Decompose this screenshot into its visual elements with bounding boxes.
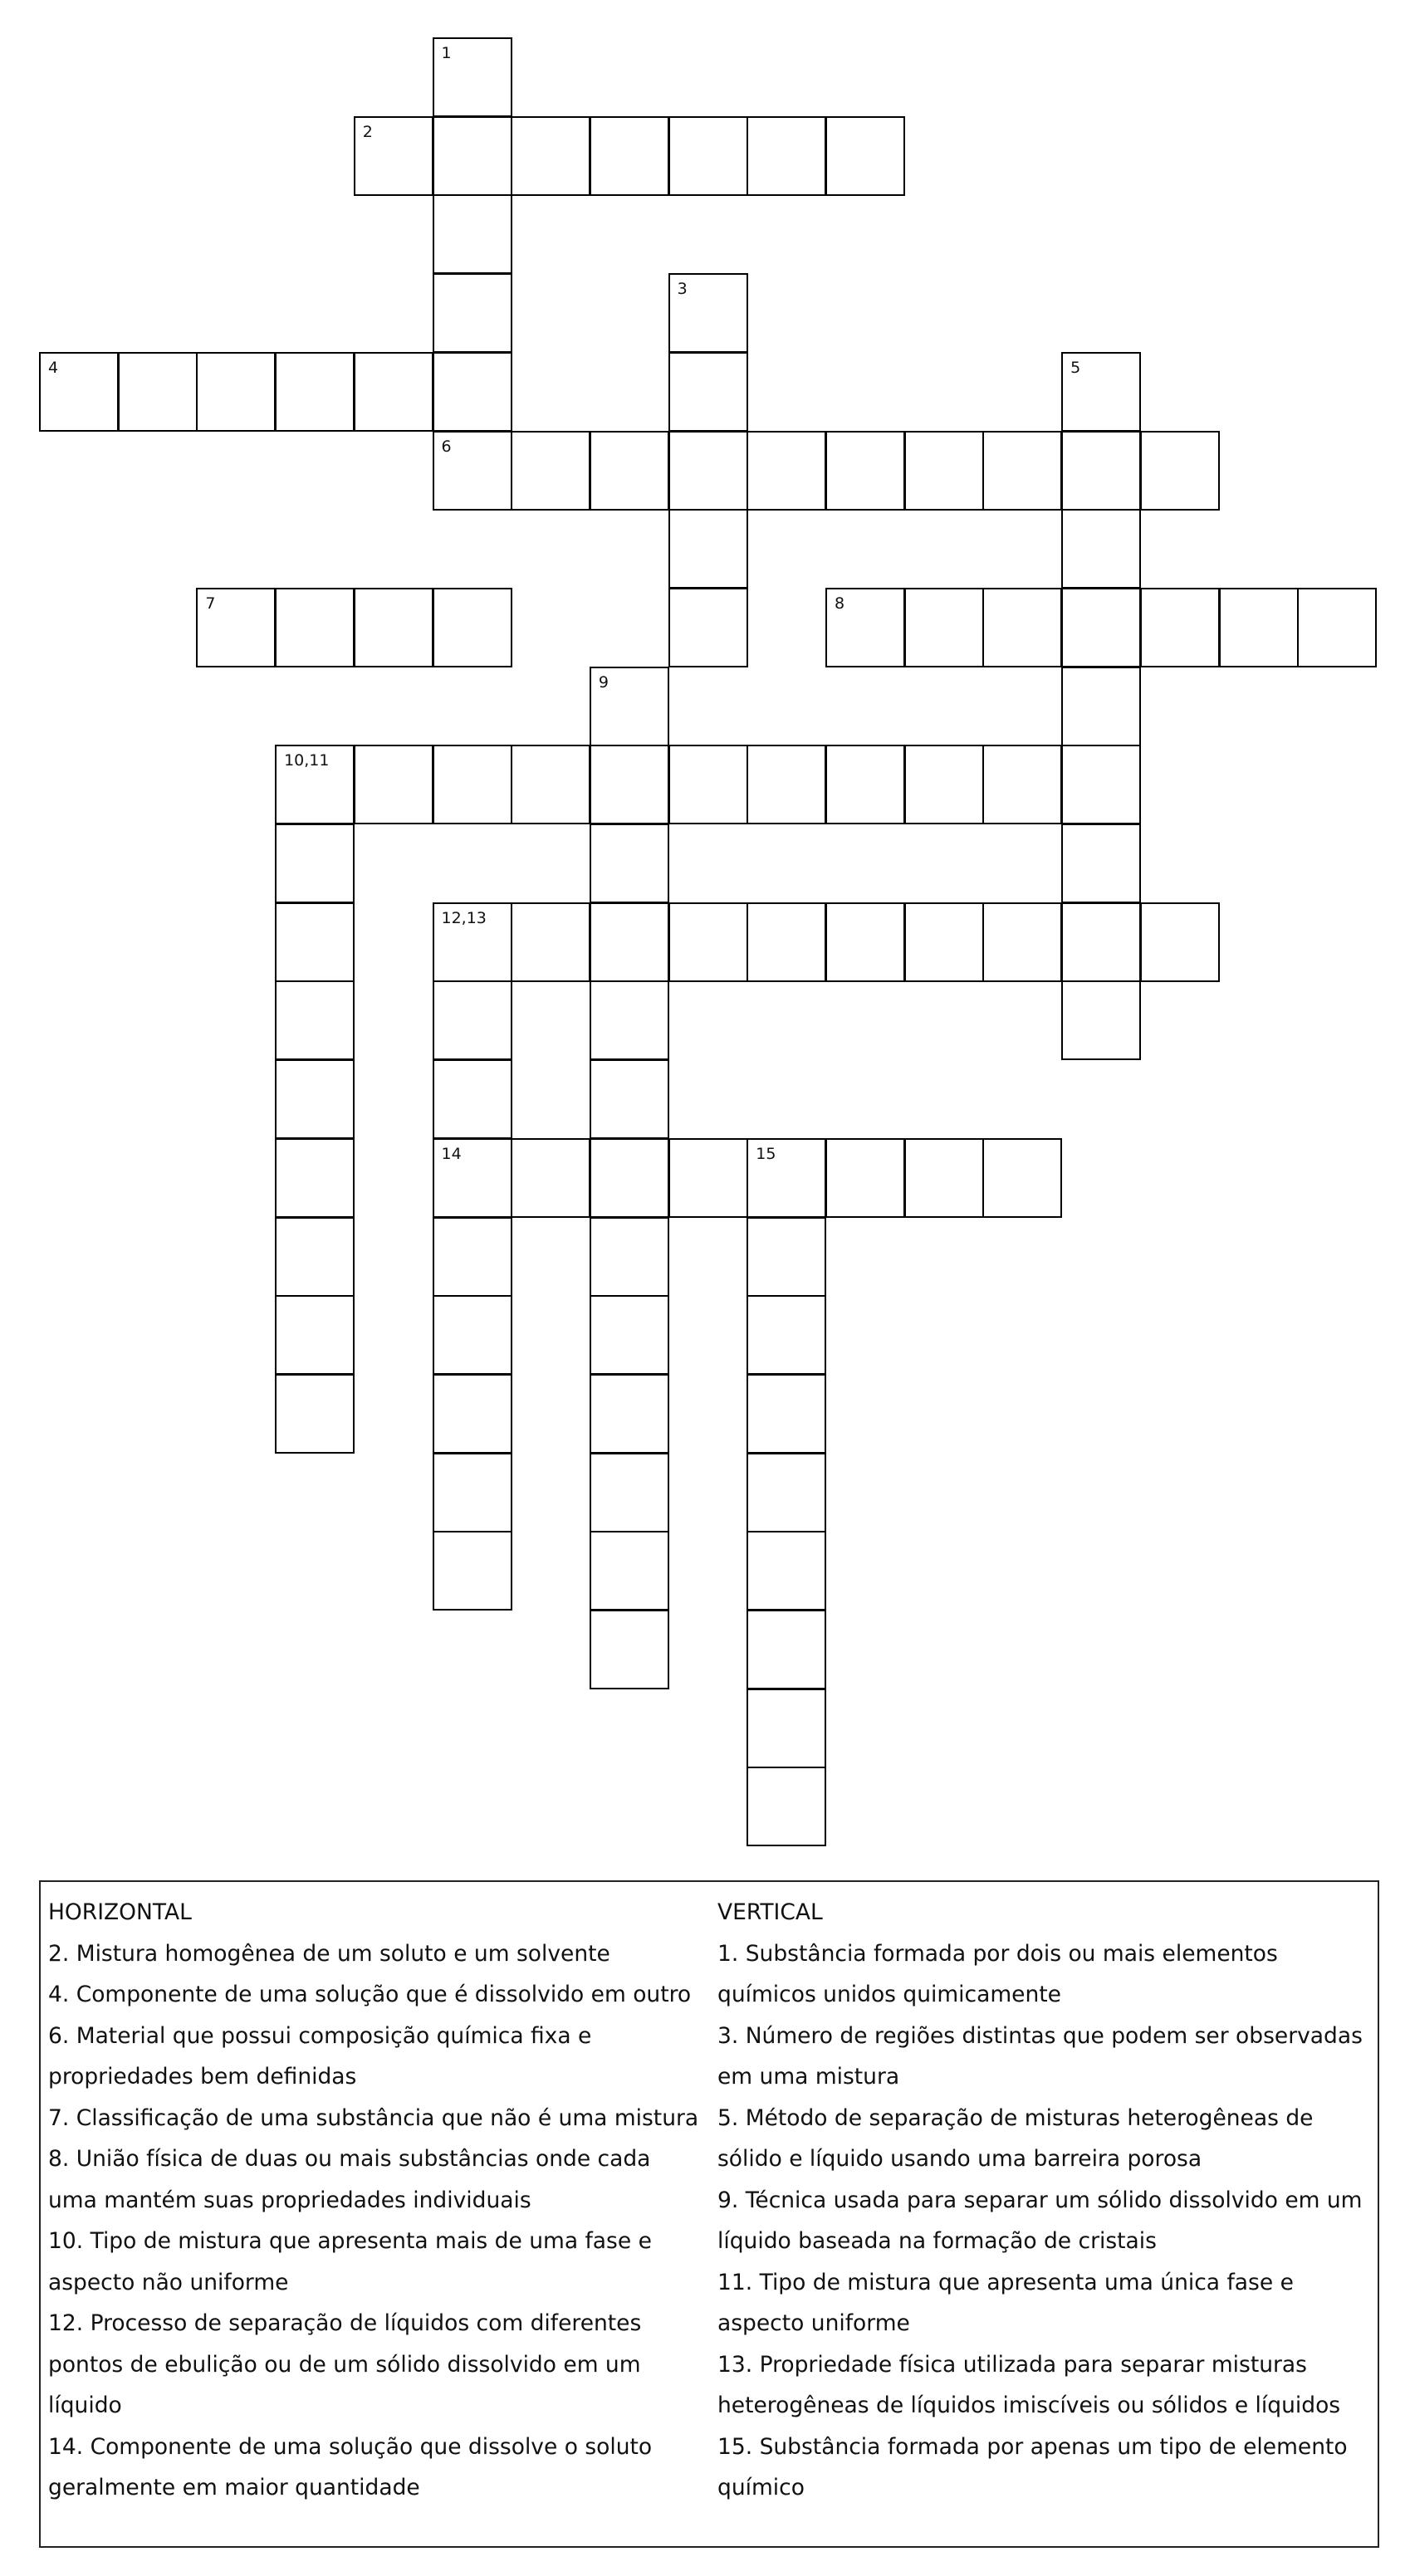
clue-line: 14. Componente de uma solução que dissolve o soluto xyxy=(48,2433,653,2460)
crossword-cell[interactable] xyxy=(354,116,433,196)
crossword-cell[interactable] xyxy=(747,745,826,824)
crossword-cell[interactable] xyxy=(982,431,1062,511)
clue-number: 12,13 xyxy=(441,908,487,927)
clues-box xyxy=(39,1880,1379,2548)
crossword-cell[interactable] xyxy=(747,1531,826,1611)
crossword-cell[interactable] xyxy=(1061,745,1141,824)
crossword-cell[interactable] xyxy=(433,980,512,1060)
clue-number: 9 xyxy=(598,672,609,692)
clue-line: 11. Tipo de mistura que apresenta uma única fase e xyxy=(717,2269,1294,2295)
clue-line: 15. Substância formada por apenas um tipo de elemento xyxy=(717,2433,1348,2460)
crossword-cell[interactable] xyxy=(433,1138,512,1218)
clue-number: 14 xyxy=(441,1144,462,1163)
crossword-cell[interactable] xyxy=(747,431,826,511)
crossword-cell[interactable] xyxy=(275,588,355,667)
crossword-cell[interactable] xyxy=(39,352,119,432)
crossword-cell[interactable] xyxy=(1061,588,1141,667)
crossword-cell[interactable] xyxy=(982,745,1062,824)
crossword-cell[interactable] xyxy=(590,1610,669,1689)
crossword-cell[interactable] xyxy=(275,824,355,903)
crossword-cell[interactable] xyxy=(904,588,984,667)
clue-line: 13. Propriedade física utilizada para separar misturas xyxy=(717,2351,1307,2378)
clue-number: 5 xyxy=(1070,358,1081,377)
crossword-cell[interactable] xyxy=(433,1374,512,1454)
crossword-cell[interactable] xyxy=(511,116,590,196)
crossword-cell[interactable] xyxy=(590,116,669,196)
crossword-cell[interactable] xyxy=(590,1059,669,1139)
clue-number: 8 xyxy=(835,594,845,613)
clue-line: 5. Método de separação de misturas heterogêneas de xyxy=(717,2104,1314,2131)
clue-line: propriedades bem definidas xyxy=(48,2064,357,2090)
crossword-cell[interactable] xyxy=(433,431,512,511)
crossword-cell[interactable] xyxy=(433,194,512,274)
crossword-cell[interactable] xyxy=(590,667,669,746)
clue-number: 4 xyxy=(48,358,59,377)
crossword-cell[interactable] xyxy=(590,824,669,903)
crossword-cell[interactable] xyxy=(904,431,984,511)
clue-line: sólido e líquido usando uma barreira porosa xyxy=(717,2146,1202,2172)
crossword-cell[interactable] xyxy=(275,980,355,1060)
crossword-cell[interactable] xyxy=(511,431,590,511)
crossword-cell[interactable] xyxy=(668,431,748,511)
clue-line: uma mantém suas propriedades individuais xyxy=(48,2187,531,2213)
crossword-cell[interactable] xyxy=(1140,902,1220,982)
crossword-cell[interactable] xyxy=(1061,980,1141,1060)
clue-number: 3 xyxy=(677,280,688,299)
vertical-clues xyxy=(717,1892,1378,2509)
crossword-cell[interactable] xyxy=(275,745,355,824)
crossword-cell[interactable] xyxy=(747,1138,826,1218)
crossword-cell[interactable] xyxy=(904,902,984,982)
crossword-cell[interactable] xyxy=(747,1453,826,1532)
clue-number: 10,11 xyxy=(284,751,330,770)
crossword-cell[interactable] xyxy=(433,1059,512,1139)
crossword-cell[interactable] xyxy=(668,588,748,667)
clue-line: 10. Tipo de mistura que apresenta mais de uma fase e xyxy=(48,2228,652,2254)
crossword-cell[interactable] xyxy=(747,1767,826,1846)
crossword-cell[interactable] xyxy=(668,509,748,589)
crossword-cell[interactable] xyxy=(982,902,1062,982)
crossword-cell[interactable] xyxy=(433,116,512,196)
clue-number: 1 xyxy=(441,44,452,62)
crossword-cell[interactable] xyxy=(433,1217,512,1297)
crossword-cell[interactable] xyxy=(590,980,669,1060)
crossword-cell[interactable] xyxy=(747,1295,826,1375)
crossword-cell[interactable] xyxy=(747,1217,826,1297)
crossword-cell[interactable] xyxy=(825,116,905,196)
crossword-cell[interactable] xyxy=(825,745,905,824)
clue-line: químico xyxy=(717,2475,805,2500)
clue-number: 15 xyxy=(756,1144,776,1163)
crossword-cell[interactable] xyxy=(511,902,590,982)
crossword-cell[interactable] xyxy=(1061,431,1141,511)
crossword-cell[interactable] xyxy=(590,1217,669,1297)
crossword-cell[interactable] xyxy=(747,902,826,982)
crossword-cell[interactable] xyxy=(590,1374,669,1454)
crossword-cell[interactable] xyxy=(747,1374,826,1454)
crossword-cell[interactable] xyxy=(747,1610,826,1689)
horizontal-clues xyxy=(48,1892,704,2509)
crossword-cell[interactable] xyxy=(1297,588,1377,667)
crossword-cell[interactable] xyxy=(196,352,276,432)
crossword-cell[interactable] xyxy=(668,745,748,824)
crossword-cell[interactable] xyxy=(590,902,669,982)
crossword-cell[interactable] xyxy=(747,1689,826,1768)
clue-line: heterogêneas de líquidos imiscíveis ou sólidos e líquidos xyxy=(717,2393,1341,2418)
crossword-cell[interactable] xyxy=(590,1138,669,1218)
clue-line: geralmente em maior quantidade xyxy=(48,2475,420,2500)
crossword-cell[interactable] xyxy=(590,1295,669,1375)
crossword-cell[interactable] xyxy=(433,37,512,117)
crossword-cell[interactable] xyxy=(982,1138,1062,1218)
crossword-cell[interactable] xyxy=(511,1138,590,1218)
clue-line: 4. Componente de uma solução que é dissolvido em outro xyxy=(48,1982,692,2007)
crossword-cell[interactable] xyxy=(433,902,512,982)
clue-line: líquido baseada na formação de cristais xyxy=(717,2228,1157,2254)
clue-line: 1. Substância formada por dois ou mais elementos xyxy=(717,1940,1278,1967)
crossword-cell[interactable] xyxy=(1140,588,1220,667)
clue-line: aspecto não uniforme xyxy=(48,2269,289,2295)
crossword-cell[interactable] xyxy=(118,352,198,432)
crossword-cell[interactable] xyxy=(1061,667,1141,746)
crossword-cell[interactable] xyxy=(668,352,748,432)
clue-line: químicos unidos quimicamente xyxy=(717,1982,1061,2007)
crossword-cell[interactable] xyxy=(433,588,512,667)
clue-line: pontos de ebulição ou de um sólido dissolvido em um xyxy=(48,2351,641,2378)
crossword-cell[interactable] xyxy=(825,902,905,982)
crossword-cell[interactable] xyxy=(590,1453,669,1532)
crossword-cell[interactable] xyxy=(982,588,1062,667)
crossword-cell[interactable] xyxy=(354,745,433,824)
crossword-cell[interactable] xyxy=(354,588,433,667)
clue-number: 7 xyxy=(205,594,216,613)
crossword-cell[interactable] xyxy=(1219,588,1299,667)
clue-number: 6 xyxy=(441,437,452,456)
crossword-cell[interactable] xyxy=(511,745,590,824)
crossword-cell[interactable] xyxy=(825,431,905,511)
crossword-cell[interactable] xyxy=(275,1059,355,1139)
crossword-cell[interactable] xyxy=(590,431,669,511)
crossword-cell[interactable] xyxy=(433,1453,512,1532)
clue-line: 12. Processo de separação de líquidos com diferentes xyxy=(48,2310,642,2336)
crossword-cell[interactable] xyxy=(668,116,748,196)
crossword-cell[interactable] xyxy=(1061,352,1141,432)
clue-line: 8. União física de duas ou mais substâncias onde cada xyxy=(48,2146,651,2172)
crossword-cell[interactable] xyxy=(825,588,905,667)
crossword-cell[interactable] xyxy=(590,745,669,824)
crossword-cell[interactable] xyxy=(668,273,748,353)
crossword-cell[interactable] xyxy=(433,273,512,353)
crossword-cell[interactable] xyxy=(904,1138,984,1218)
crossword-cell[interactable] xyxy=(590,1531,669,1611)
clue-line: em uma mistura xyxy=(717,2064,900,2090)
clue-line: líquido xyxy=(48,2393,122,2418)
crossword-cell[interactable] xyxy=(433,1295,512,1375)
crossword-cell[interactable] xyxy=(275,1374,355,1454)
crossword-cell[interactable] xyxy=(196,588,276,667)
clue-line: 2. Mistura homogênea de um soluto e um solvente xyxy=(48,1940,610,1967)
crossword-cell[interactable] xyxy=(668,1138,748,1218)
crossword-cell[interactable] xyxy=(275,902,355,982)
crossword-cell[interactable] xyxy=(1140,431,1220,511)
clue-line: 7. Classificação de uma substância que não é uma mistura xyxy=(48,2104,699,2131)
crossword-cell[interactable] xyxy=(275,1295,355,1375)
crossword-cell[interactable] xyxy=(668,902,748,982)
clue-line: aspecto uniforme xyxy=(717,2310,910,2336)
crossword-cell[interactable] xyxy=(275,1138,355,1218)
crossword-cell[interactable] xyxy=(433,745,512,824)
crossword-cell[interactable] xyxy=(1061,509,1141,589)
horizontal-heading: HORIZONTAL xyxy=(48,1899,192,1925)
crossword-cell[interactable] xyxy=(275,1217,355,1297)
crossword-cell[interactable] xyxy=(1061,824,1141,903)
clue-line: 6. Material que possui composição química fixa e xyxy=(48,2022,592,2049)
clue-line: 9. Técnica usada para separar um sólido dissolvido em um xyxy=(717,2187,1363,2213)
crossword-cell[interactable] xyxy=(825,1138,905,1218)
crossword-cell[interactable] xyxy=(433,352,512,432)
clue-number: 2 xyxy=(362,122,373,141)
clue-line: 3. Número de regiões distintas que podem ser observadas xyxy=(717,2022,1363,2049)
crossword-cell[interactable] xyxy=(275,352,355,432)
crossword-cell[interactable] xyxy=(747,116,826,196)
vertical-heading: VERTICAL xyxy=(717,1899,823,1925)
crossword-cell[interactable] xyxy=(354,352,433,432)
crossword-cell[interactable] xyxy=(904,745,984,824)
crossword-cell[interactable] xyxy=(1061,902,1141,982)
crossword-cell[interactable] xyxy=(433,1531,512,1611)
